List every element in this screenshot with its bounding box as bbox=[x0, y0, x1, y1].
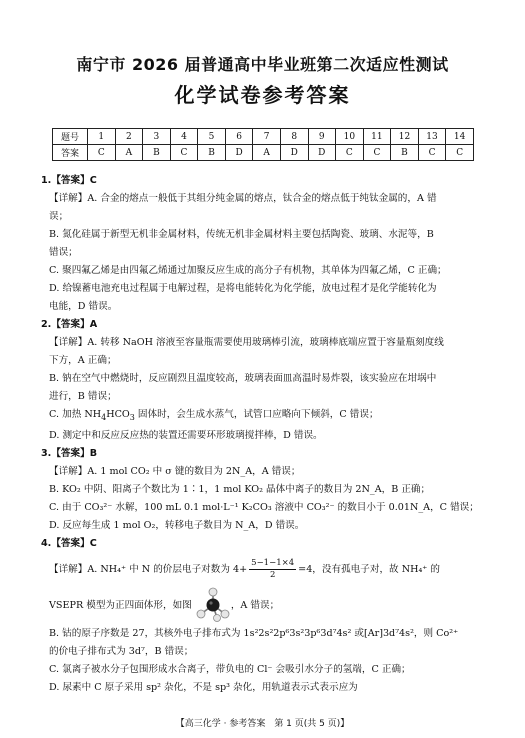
q4-answer-heading: 4.【答案】C bbox=[41, 537, 97, 549]
answer-cell: C bbox=[88, 145, 116, 161]
qnum-cell: 3 bbox=[143, 129, 171, 145]
q1-line: 【详解】A. 合金的熔点一般低于其组分纯金属的熔点，钛合金的熔点低于纯钛金属的，A 错 bbox=[49, 193, 437, 204]
fraction-numerator: 5−1−1×4 bbox=[251, 557, 295, 568]
q3-line: 【详解】A. 1 mol CO₂ 中 σ 键的数目为 2N_A，A 错误； bbox=[49, 465, 301, 477]
answer-cell: A bbox=[115, 145, 143, 161]
q2-answer-heading: 2.【答案】A bbox=[41, 319, 98, 330]
qnum-cell: 10 bbox=[336, 129, 364, 145]
q1-line: 误； bbox=[49, 211, 69, 222]
q4-line-part: VSEPR 模型为正四面体形，如图 bbox=[49, 599, 192, 611]
q4-line: B. 钴的原子序数是 27，其核外电子排布式为 1s²2s²2p⁶3s²3p⁶3d⁷4s² 或[Ar]3d⁷4s²，则 Co²⁺ bbox=[49, 627, 459, 639]
qnum-cell: 4 bbox=[170, 129, 198, 145]
q4-line: D. 尿素中 C 原子采用 sp² 杂化，不是 sp³ 杂化，用轨道表示式表示应为 bbox=[49, 681, 358, 693]
q3-answer-heading: 3.【答案】B bbox=[41, 447, 98, 459]
q2-line: 【详解】A. 转移 NaOH 溶液至容量瓶需要使用玻璃棒引流，玻璃棒底端应置于容量瓶刻度线 bbox=[49, 337, 444, 348]
answer-key-table bbox=[52, 128, 474, 161]
q2-line-part: C. 加热 NH bbox=[49, 409, 102, 420]
qnum-cell: 8 bbox=[280, 129, 308, 145]
exam-title: 南宁市 2026 届普通高中毕业班第二次适应性测试 bbox=[76, 55, 449, 74]
q2-line: 下方，A 正确； bbox=[49, 355, 117, 366]
q2-line: D. 测定中和反应反应热的装置还需要环形玻璃搅拌棒，D 错误。 bbox=[49, 429, 323, 441]
qnum-cell: 11 bbox=[363, 129, 391, 145]
q4-line bbox=[41, 553, 487, 587]
q4-line-part: =4，没有孤电子对，故 NH₄⁺ 的 bbox=[298, 563, 441, 575]
q3-line: D. 反应每生成 1 mol O₂，转移电子数目为 N_A，D 错误。 bbox=[49, 519, 305, 531]
q1-line: B. 氮化硅属于新型无机非金属材料，传统无机非金属材料主要包括陶瓷、玻璃、水泥等，B bbox=[49, 229, 434, 240]
answer-cell: C bbox=[418, 145, 446, 161]
answer-cell: C bbox=[336, 145, 364, 161]
answer-cell: D bbox=[225, 145, 253, 161]
q4-line-part: ，A 错误； bbox=[230, 599, 280, 611]
q4-line: 的价电子排布式为 3d⁷，B 错误； bbox=[49, 645, 194, 657]
exam-subtitle: 化学试卷参考答案 bbox=[174, 83, 351, 107]
q2-line-part: HCO bbox=[106, 409, 130, 420]
q2-line: B. 钠在空气中燃烧时，反应剧烈且温度较高，玻璃表面皿高温时易炸裂，该实验应在坩埚中 bbox=[49, 373, 437, 384]
q1-line: 电能，D 错误。 bbox=[49, 301, 118, 312]
q1-answer-heading: 1.【答案】C bbox=[41, 175, 97, 186]
answer-cell: B bbox=[198, 145, 226, 161]
qnum-cell: 12 bbox=[391, 129, 419, 145]
qnum-cell: 6 bbox=[225, 129, 253, 145]
answer-row bbox=[53, 145, 474, 161]
qnum-cell: 7 bbox=[253, 129, 281, 145]
q1-line: 错误； bbox=[49, 247, 78, 258]
q3-line: C. 由于 CO₃²⁻ 水解，100 mL 0.1 mol·L⁻¹ K₂CO₃ 溶液中 CO₃²⁻ 的数目小于 0.01N_A，C 错误； bbox=[49, 501, 479, 513]
answer-cell: D bbox=[308, 145, 336, 161]
ammonium-tetrahedron-model-icon bbox=[195, 587, 231, 623]
row-label-answer: 答案 bbox=[53, 145, 88, 161]
q1-line: C. 聚四氟乙烯是由四氟乙烯通过加聚反应生成的高分子有机物，其单体为四氟乙烯，C 正确； bbox=[49, 265, 447, 276]
q3-line: B. KO₂ 中阴、阳离子个数比为 1∶1，1 mol KO₂ 晶体中离子的数目为 2N_A，B 正确； bbox=[49, 483, 431, 495]
valence-pair-fraction bbox=[249, 558, 296, 581]
qnum-cell: 2 bbox=[115, 129, 143, 145]
row-label-number: 题号 bbox=[53, 129, 88, 145]
q4-line: C. 氯离子被水分子包围形成水合离子，带负电的 Cl⁻ 会吸引水分子的氢端，C 正确； bbox=[49, 663, 411, 675]
qnum-cell: 1 bbox=[88, 129, 116, 145]
answer-cell: D bbox=[280, 145, 308, 161]
answer-cell: C bbox=[170, 145, 198, 161]
answer-cell: B bbox=[391, 145, 419, 161]
qnum-cell: 5 bbox=[198, 129, 226, 145]
answer-cell: B bbox=[143, 145, 171, 161]
q2-line: 进行，B 错误； bbox=[49, 391, 117, 402]
q2-line-part: 固体时，会生成水蒸气，试管口应略向下倾斜，C 错误； bbox=[134, 409, 379, 420]
q2-line: C. 加热 $NH_4HCO_3$ 固体时，会生成水蒸气，试管口应略向下倾斜，C 错误； bbox=[49, 409, 379, 422]
qnum-cell: 13 bbox=[418, 129, 446, 145]
page-footer: 【高三化学 · 参考答案 第 1 页(共 5 页)】 bbox=[175, 719, 350, 729]
explanations bbox=[41, 172, 487, 697]
answer-cell: C bbox=[363, 145, 391, 161]
answer-cell: A bbox=[253, 145, 281, 161]
q4-line-part: 【详解】A. NH₄⁺ 中 N 的价层电子对数为 4+ bbox=[49, 563, 248, 575]
question-number-row bbox=[53, 129, 474, 145]
answer-cell: C bbox=[446, 145, 474, 161]
fraction-denominator: 2 bbox=[269, 569, 276, 580]
qnum-cell: 9 bbox=[308, 129, 336, 145]
q4-line bbox=[41, 587, 487, 625]
q1-line: D. 给镍蓄电池充电过程属于电解过程，是将电能转化为化学能，放电过程才是化学能转化为 bbox=[49, 283, 437, 294]
qnum-cell: 14 bbox=[446, 129, 474, 145]
